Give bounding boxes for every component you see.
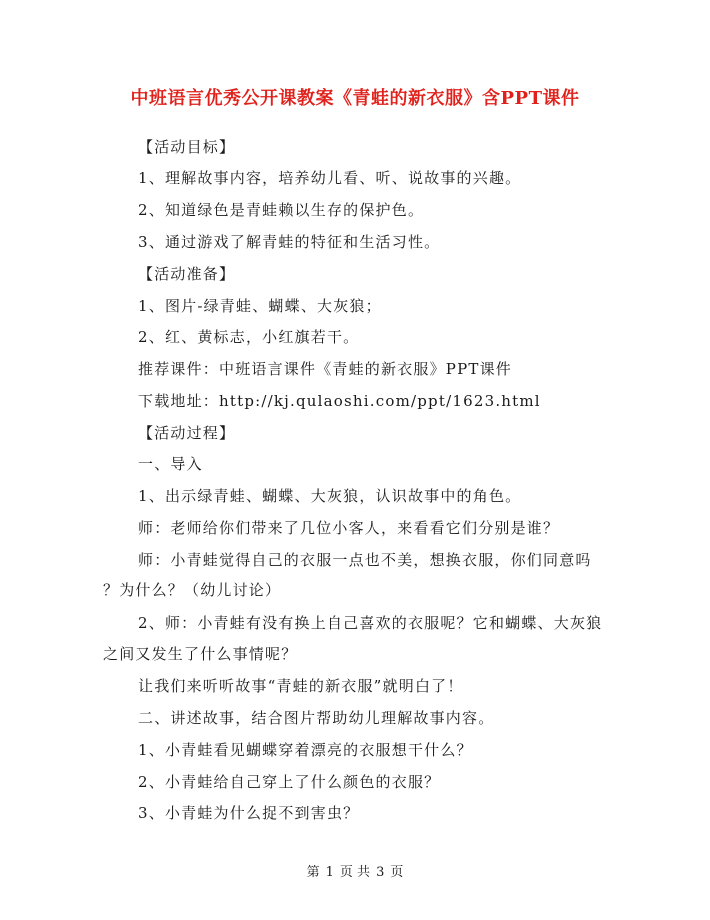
document-title: 中班语言优秀公开课教案《青蛙的新衣服》含PPT课件	[130, 88, 580, 109]
paragraph: 3、小青蛙为什么捉不到害虫？	[138, 804, 360, 822]
paragraph: 二、讲述故事，结合图片帮助幼儿理解故事内容。	[138, 709, 495, 727]
download-address: 下载地址：http://kj.qulaoshi.com/ppt/1623.html	[138, 392, 541, 410]
paragraph: 1、图片-绿青蛙、蝴蝶、大灰狼；	[138, 297, 382, 315]
paragraph: 一、导入	[138, 455, 203, 473]
footer-prefix: 第	[306, 865, 320, 880]
paragraph: 1、理解故事内容，培养幼儿看、听、说故事的兴趣。	[138, 169, 522, 187]
section-heading-goals: 【活动目标】	[138, 138, 236, 156]
paragraph: 2、红、黄标志，小红旗若干。	[138, 328, 360, 346]
section-heading-process: 【活动过程】	[138, 424, 236, 442]
paragraph: 让我们来听听故事“青蛙的新衣服”就明白了！	[138, 677, 464, 695]
section-heading-preparation: 【活动准备】	[138, 265, 236, 283]
paragraph: 2、师：小青蛙有没有换上自己喜欢的衣服呢？它和蝴蝶、大灰狼	[138, 614, 603, 632]
footer-total-pages: 3	[376, 865, 385, 880]
footer-page-number: 1	[325, 865, 334, 880]
footer-middle: 页 共	[339, 865, 371, 880]
paragraph: 师：小青蛙觉得自己的衣服一点也不美，想换衣服，你们同意吗	[138, 551, 592, 569]
paragraph: 2、知道绿色是青蛙赖以生存的保护色。	[138, 201, 425, 219]
paragraph: 师：老师给你们带来了几位小客人，来看看它们分别是谁？	[138, 519, 560, 537]
recommended-courseware: 推荐课件：中班语言课件《青蛙的新衣服》PPT课件	[138, 360, 512, 378]
paragraph-continuation: ？为什么？（幼儿讨论）	[103, 581, 282, 599]
footer-suffix: 页	[390, 865, 404, 880]
paragraph-continuation: 之间又发生了什么事情呢？	[103, 645, 298, 663]
paragraph: 2、小青蛙给自己穿上了什么颜色的衣服？	[138, 773, 441, 791]
paragraph: 1、小青蛙看见蝴蝶穿着漂亮的衣服想干什么？	[138, 741, 473, 759]
paragraph: 1、出示绿青蛙、蝴蝶、大灰狼，认识故事中的角色。	[138, 487, 522, 505]
paragraph: 3、通过游戏了解青蛙的特征和生活习性。	[138, 233, 441, 251]
page-footer	[0, 861, 710, 880]
